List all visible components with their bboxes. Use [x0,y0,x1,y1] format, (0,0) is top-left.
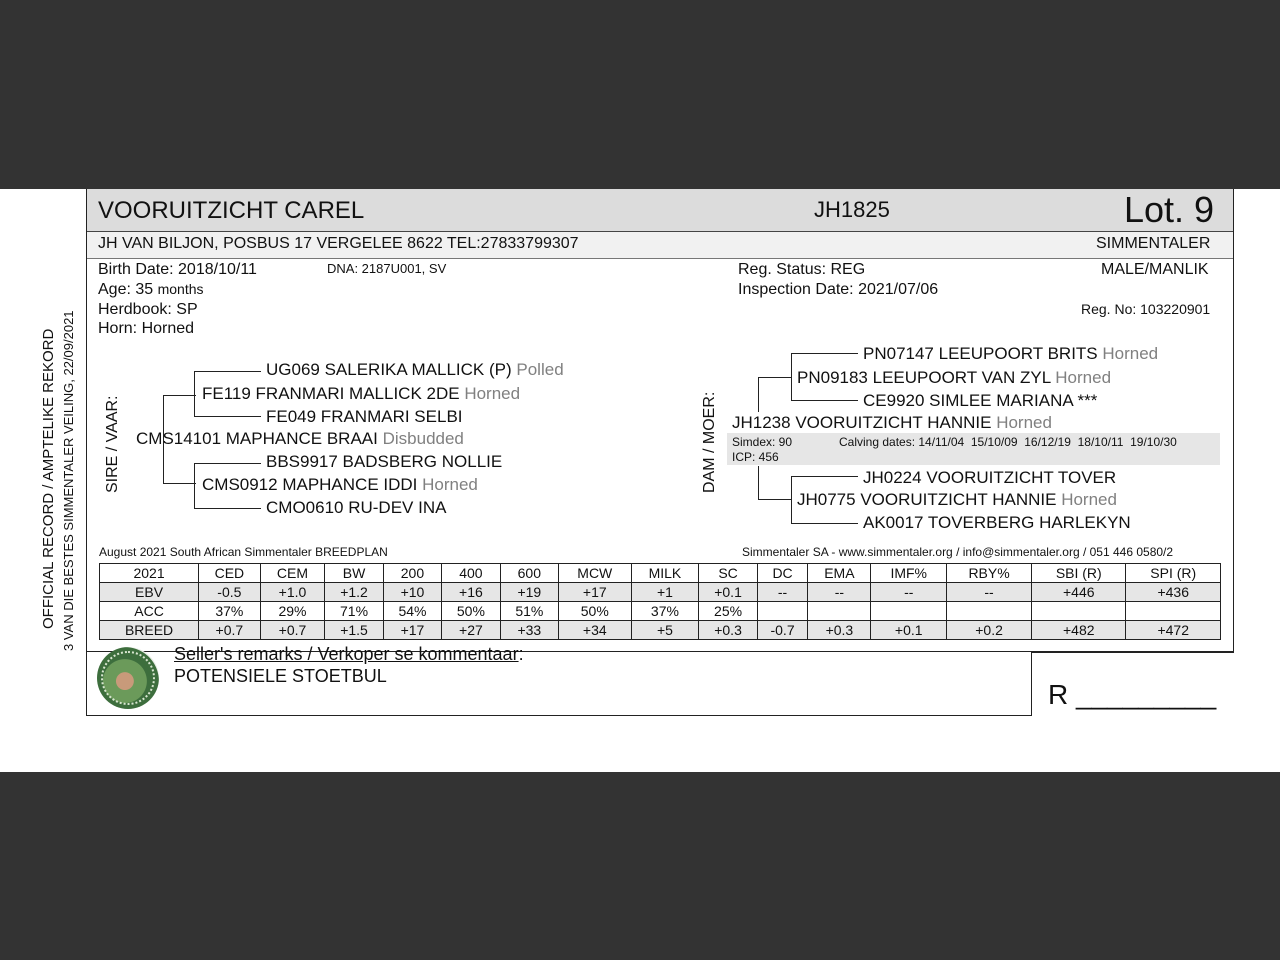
table-cell: -0.5 [199,583,261,602]
dam-bracket-lower [758,466,759,499]
breedplan-title: August 2021 South African Simmentaler BREEDPLAN [99,545,388,559]
table-cell: -- [947,583,1032,602]
table-cell: +0.3 [808,621,871,640]
table-cell [757,602,808,621]
dam-dam-dam: AK0017 TOVERBERG HARLEKYN [863,513,1131,532]
table-cell: BREED [100,621,199,640]
icp: ICP: 456 [732,450,779,464]
dna-info: DNA: 2187U001, SV [327,261,447,276]
table-cell: +27 [442,621,500,640]
ancestor-name: CMS0912 MAPHANCE IDDI [202,475,418,494]
remarks-text: POTENSIELE STOETBUL [174,666,387,686]
table-cell: MCW [559,564,631,583]
dam-dam [797,490,1117,510]
table-cell: SPI (R) [1126,564,1221,583]
sire-dam-sire: BBS9917 BADSBERG NOLLIE [266,452,503,471]
table-cell: 54% [383,602,441,621]
sire-sire [202,384,520,404]
table-cell: IMF% [871,564,947,583]
table-cell: +0.7 [260,621,325,640]
table-cell: 29% [260,602,325,621]
table-cell: 25% [699,602,757,621]
remarks-title: Seller's remarks / Verkoper se kommentaar [174,644,519,664]
ancestor-name: PN09183 LEEUPOORT VAN ZYL [797,368,1051,387]
calving-dates: Calving dates: 14/11/04 15/10/09 16/12/19 18/10/11 19/10/30 [839,435,1177,449]
price-prefix: R [1048,679,1069,710]
table-cell [1126,602,1221,621]
sd-bracket-top [194,463,261,464]
remarks-heading [174,644,524,665]
dam-dam-sire: JH0224 VOORUITZICHT TOVER [863,468,1117,487]
price-field[interactable] [1048,679,1216,711]
table-cell: SBI (R) [1032,564,1126,583]
table-cell: CED [199,564,261,583]
table-row [100,602,1221,621]
table-cell: 200 [383,564,441,583]
table-cell: -- [757,583,808,602]
table-cell: RBY% [947,564,1032,583]
age [98,281,204,299]
age-unit: months [157,281,204,297]
owner-details: JH VAN BILJON, POSBUS 17 VERGELEE 8622 TEL:27833799307 [98,235,579,252]
table-cell: 37% [631,602,699,621]
ancestor-horn: Horned [996,413,1052,432]
table-cell: EMA [808,564,871,583]
ancestor-horn: Polled [516,360,564,379]
herdbook: Herdbook: SP [98,301,198,318]
table-cell: 600 [500,564,558,583]
table-cell: +19 [500,583,558,602]
table-cell: ACC [100,602,199,621]
side-auction-name: 3 VAN DIE BESTES SIMMENTALER VEILING, 22/09/2021 [61,310,76,651]
table-cell: 400 [442,564,500,583]
table-cell: -0.7 [757,621,808,640]
table-cell: BW [325,564,383,583]
lot-number: Lot. 9 [1124,189,1215,230]
table-cell: 37% [199,602,261,621]
age-value: Age: 35 [98,281,154,298]
reg-status: Reg. Status: REG [738,261,866,278]
table-cell [808,602,871,621]
table-cell: 71% [325,602,383,621]
sd-bracket [194,463,195,508]
ancestor-name: JH0775 VOORUITZICHT HANNIE [797,490,1057,509]
table-cell: 50% [559,602,631,621]
sire-bracket-top [163,395,196,396]
remarks-colon: : [518,644,524,664]
table-cell: +17 [559,583,631,602]
sire-label: SIRE / VAAR: [104,395,121,493]
table-row [100,621,1221,640]
table-cell: DC [757,564,808,583]
table-cell: CEM [260,564,325,583]
table-cell [1032,602,1126,621]
reg-number: Reg. No: 103220901 [1081,301,1211,317]
dd-bracket [791,476,792,523]
sire-sire-sire [266,360,564,380]
table-cell: +482 [1032,621,1126,640]
sex: MALE/MANLIK [1101,261,1209,278]
table-cell: -- [871,583,947,602]
table-cell: +446 [1032,583,1126,602]
table-cell: SC [699,564,757,583]
table-cell: +0.3 [699,621,757,640]
ancestor-name: PN07147 LEEUPOORT BRITS [863,344,1098,363]
table-cell: MILK [631,564,699,583]
ds-bracket-bottom [791,400,858,401]
table-cell [947,602,1032,621]
table-cell: +0.1 [871,621,947,640]
lot-sheet [0,189,1280,772]
ancestor-horn: Horned [1061,490,1117,509]
dam-bracket-upper [758,377,759,412]
table-cell: +1.5 [325,621,383,640]
table-cell: +33 [500,621,558,640]
horn-status: Horn: Horned [98,320,195,337]
table-cell: +472 [1126,621,1221,640]
sire-dam [202,475,478,495]
ancestor-horn: Horned [1055,368,1112,387]
animal-id: JH1825 [814,197,890,222]
ancestor-horn: Disbudded [382,429,464,448]
table-cell: +1.2 [325,583,383,602]
dd-bracket-bottom [791,523,858,524]
dam-sire [797,368,1111,388]
ss-bracket [194,371,195,416]
ancestor-name: FE119 FRANMARI MALLICK 2DE [202,384,460,403]
dam-sire-sire [863,344,1158,364]
table-cell: +1.0 [260,583,325,602]
side-official-record: OFFICIAL RECORD / AMPTELIKE REKORD [40,328,57,629]
sire [136,429,464,449]
table-cell [871,602,947,621]
ancestor-name: CMS14101 MAPHANCE BRAAI [136,429,378,448]
table-cell: +1 [631,583,699,602]
table-cell: +0.1 [699,583,757,602]
ancestor-name: UG069 SALERIKA MALLICK (P) [266,360,512,379]
table-cell: -- [808,583,871,602]
ebv-table [99,563,1221,640]
sire-dam-dam: CMO0610 RU-DEV INA [266,498,447,517]
table-cell: 50% [442,602,500,621]
inspection-date: Inspection Date: 2021/07/06 [738,281,939,298]
table-cell: +16 [442,583,500,602]
ds-bracket [791,353,792,400]
ancestor-horn: Horned [464,384,521,403]
logo-ring [101,651,155,705]
table-cell: +34 [559,621,631,640]
ancestor-horn: Horned [422,475,478,494]
sire-bracket-bottom [163,483,196,484]
breed-name: SIMMENTALER [1096,235,1211,252]
table-cell: EBV [100,583,199,602]
table-cell: +5 [631,621,699,640]
dam-bracket-top [758,377,791,378]
dam-sire-dam: CE9920 SIMLEE MARIANA *** [863,391,1098,410]
simdex: Simdex: 90 [732,435,793,449]
birth-date: Birth Date: 2018/10/11 [98,261,257,278]
table-cell: +0.2 [947,621,1032,640]
table-cell: 51% [500,602,558,621]
dd-bracket-top [791,476,858,477]
dam [732,413,1052,433]
animal-name: VOORUITZICHT CAREL [98,197,365,224]
table-cell: +10 [383,583,441,602]
ss-bracket-bottom [194,416,261,417]
ds-bracket-top [791,353,858,354]
sd-bracket-bottom [194,508,261,509]
ancestor-name: JH1238 VOORUITZICHT HANNIE [732,413,992,432]
ss-bracket-top [194,371,261,372]
breedplan-contact: Simmentaler SA - www.simmentaler.org / info@simmentaler.org / 051 446 0580/2 [742,545,1174,559]
table-cell: +0.7 [199,621,261,640]
table-header-row [100,564,1221,583]
dam-label: DAM / MOER: [701,391,718,493]
dam-bracket-bottom [758,499,791,500]
table-cell: +436 [1126,583,1221,602]
table-cell: 2021 [100,564,199,583]
table-cell: +17 [383,621,441,640]
table-row [100,583,1221,602]
price-blank: _________ [1076,679,1217,710]
ancestor-horn: Horned [1102,344,1159,363]
sire-sire-dam: FE049 FRANMARI SELBI [266,407,463,426]
